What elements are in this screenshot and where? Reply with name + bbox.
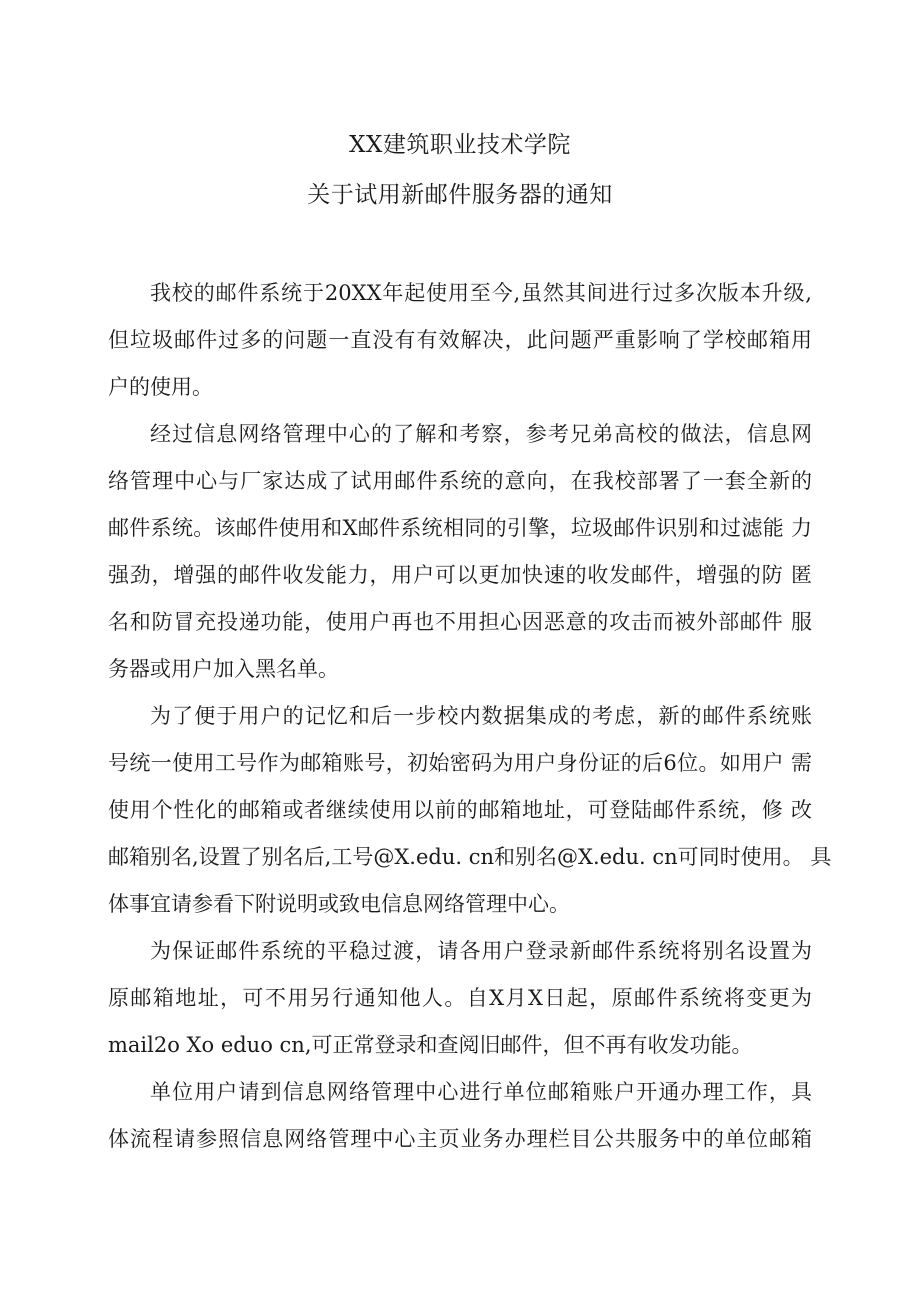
paragraph-line: 强劲，增强的邮件收发能力，用户可以更加快速的收发邮件，增强的防 匿: [108, 563, 812, 587]
document-title-institution: XX建筑职业技术学院: [349, 132, 571, 158]
paragraph-line: 使用个性化的邮箱或者继续使用以前的邮箱地址，可登陆邮件系统，修 改: [108, 798, 812, 822]
document-body: [108, 278, 832, 1171]
paragraph-line: 邮件系统。该邮件使用和X邮件系统相同的引擎，垃圾邮件识别和过滤能 力: [108, 516, 812, 540]
paragraph: [108, 701, 832, 936]
paragraph-line: 原邮箱地址，可不用另行通知他人。自X月X日起，原邮件系统将变更为: [108, 986, 812, 1010]
paragraph-line: 务器或用户加入黑名单。: [108, 657, 339, 681]
paragraph-line: 我校的邮件系统于20XX年起使用至今,虽然其间进行过多次版本升级,: [150, 281, 812, 305]
paragraph-line: mail2o Xo eduo cn,可正常登录和查阅旧邮件，但不再有收发功能。: [108, 1033, 753, 1057]
paragraph-line: 体流程请参照信息网络管理中心主页业务办理栏目公共服务中的单位邮箱: [108, 1127, 812, 1151]
paragraph-line: 体事宜请参看下附说明或致电信息网络管理中心。: [108, 892, 570, 916]
paragraph-line: 邮箱别名,设置了别名后,工号@X.edu. cn和别名@X.edu. cn可同时使用。 具: [108, 845, 832, 869]
paragraph-line: 号统一使用工号作为邮箱账号，初始密码为用户身份证的后6位。如用户 需: [108, 751, 812, 775]
paragraph-line: 单位用户请到信息网络管理中心进行单位邮箱账户开通办理工作，具: [150, 1080, 812, 1104]
paragraph-line: 络管理中心与厂家达成了试用邮件系统的意向，在我校部署了一套全新的: [108, 469, 812, 493]
paragraph-line: 经过信息网络管理中心的了解和考察，参考兄弟高校的做法，信息网: [150, 422, 812, 446]
paragraph: [108, 936, 812, 1077]
paragraph-line: 为保证邮件系统的平稳过渡，请各用户登录新邮件系统将别名设置为: [150, 939, 812, 963]
document-title-notice: 关于试用新邮件服务器的通知: [307, 182, 613, 208]
paragraph: [108, 419, 812, 701]
paragraph: [108, 278, 812, 419]
paragraph-line: 户的使用。: [108, 375, 213, 399]
paragraph-line: 为了便于用户的记忆和后一步校内数据集成的考虑，新的邮件系统账: [150, 704, 812, 728]
paragraph-line: 但垃圾邮件过多的问题一直没有有效解决，此问题严重影响了学校邮箱用: [108, 328, 812, 352]
paragraph-line: 名和防冒充投递功能，使用户再也不用担心因恶意的攻击而被外部邮件 服: [108, 610, 812, 634]
paragraph: [108, 1077, 812, 1171]
